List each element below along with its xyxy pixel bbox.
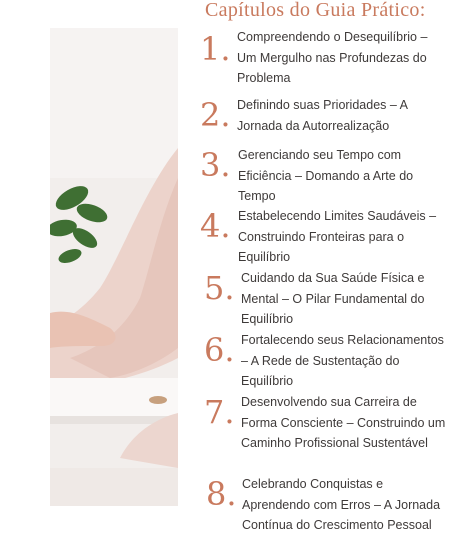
chapter-number: 2. — [200, 96, 231, 134]
chapter-title: Compreendendo o Desequilíbrio – Um Mergulho nas Profundezas do Problema — [237, 30, 428, 85]
chapter-title: Estabelecendo Limites Saudáveis – Construindo Fronteiras para o Equilíbrio — [238, 209, 437, 264]
chapter-number: 6. — [204, 331, 235, 369]
chapter-number: 5. — [204, 269, 235, 307]
chapter-number: 3. — [200, 146, 231, 184]
chapter-number: 7. — [204, 393, 235, 431]
chapter-title: Cuidando da Sua Saúde Física e Mental – O Pilar Fundamental do Equilíbrio — [241, 271, 425, 326]
chapter-number: 1. — [200, 30, 231, 68]
photo-illustration — [50, 28, 178, 506]
chapter-number: 4. — [200, 207, 231, 245]
chapter-number: 8. — [206, 475, 237, 513]
chapters-heading: Capítulos do Guia Prático: — [205, 0, 426, 21]
chapter-title: Celebrando Conquistas e Aprendendo com Erros – A Jornada Contínua do Crescimento Pessoal — [242, 477, 441, 532]
lifestyle-photo — [50, 28, 178, 506]
chapter-title: Definindo suas Prioridades – A Jornada da Autorrealização — [237, 98, 408, 133]
chapter-title: Desenvolvendo sua Carreira de Forma Consciente – Construindo um Caminho Profissional Sustentável — [241, 395, 446, 450]
chapter-title: Gerenciando seu Tempo com Eficiência – Domando a Arte do Tempo — [238, 148, 414, 203]
chapter-title: Fortalecendo seus Relacionamentos – A Rede de Sustentação do Equilíbrio — [241, 333, 444, 388]
